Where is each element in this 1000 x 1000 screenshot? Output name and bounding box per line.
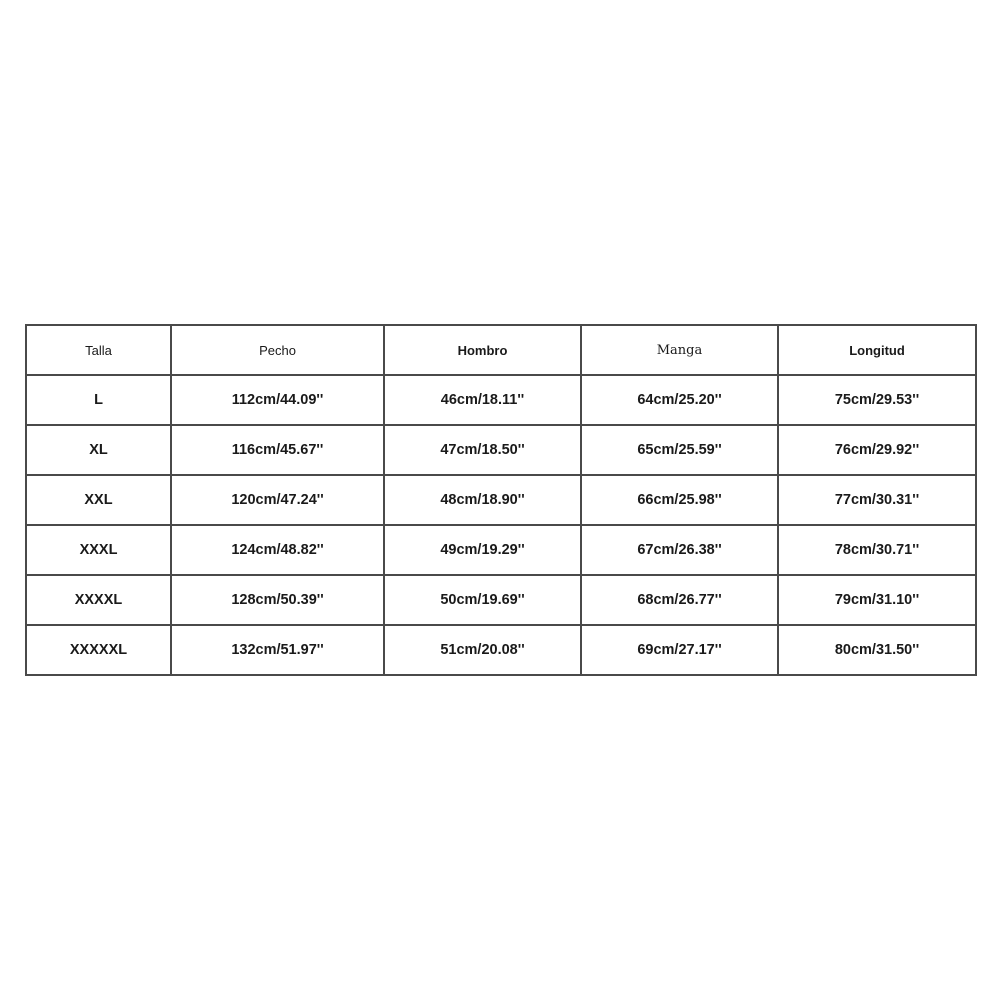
size-chart-table — [25, 324, 977, 676]
hombro-cell: 50cm/19.69'' — [384, 575, 581, 625]
header-hombro: Hombro — [384, 325, 581, 375]
longitud-cell: 80cm/31.50'' — [778, 625, 976, 675]
manga-cell: 66cm/25.98'' — [581, 475, 778, 525]
table-row — [26, 575, 976, 625]
longitud-cell: 75cm/29.53'' — [778, 375, 976, 425]
manga-cell: 65cm/25.59'' — [581, 425, 778, 475]
header-manga: Manga — [581, 325, 778, 375]
manga-cell: 69cm/27.17'' — [581, 625, 778, 675]
hombro-cell: 49cm/19.29'' — [384, 525, 581, 575]
pecho-cell: 112cm/44.09'' — [171, 375, 384, 425]
header-pecho: Pecho — [171, 325, 384, 375]
longitud-cell: 77cm/30.31'' — [778, 475, 976, 525]
pecho-cell: 132cm/51.97'' — [171, 625, 384, 675]
size-cell: XXXXXL — [26, 625, 171, 675]
table-row — [26, 475, 976, 525]
table-row — [26, 525, 976, 575]
longitud-cell: 78cm/30.71'' — [778, 525, 976, 575]
pecho-cell: 116cm/45.67'' — [171, 425, 384, 475]
size-cell: XXL — [26, 475, 171, 525]
header-row — [26, 325, 976, 375]
manga-cell: 64cm/25.20'' — [581, 375, 778, 425]
pecho-cell: 120cm/47.24'' — [171, 475, 384, 525]
hombro-cell: 46cm/18.11'' — [384, 375, 581, 425]
pecho-cell: 128cm/50.39'' — [171, 575, 384, 625]
longitud-cell: 76cm/29.92'' — [778, 425, 976, 475]
longitud-cell: 79cm/31.10'' — [778, 575, 976, 625]
size-cell: XXXL — [26, 525, 171, 575]
header-talla: Talla — [26, 325, 171, 375]
size-cell: L — [26, 375, 171, 425]
size-cell: XXXXL — [26, 575, 171, 625]
hombro-cell: 48cm/18.90'' — [384, 475, 581, 525]
table-row — [26, 375, 976, 425]
table-row — [26, 625, 976, 675]
pecho-cell: 124cm/48.82'' — [171, 525, 384, 575]
manga-cell: 67cm/26.38'' — [581, 525, 778, 575]
hombro-cell: 51cm/20.08'' — [384, 625, 581, 675]
table-row — [26, 425, 976, 475]
manga-cell: 68cm/26.77'' — [581, 575, 778, 625]
hombro-cell: 47cm/18.50'' — [384, 425, 581, 475]
header-longitud: Longitud — [778, 325, 976, 375]
size-cell: XL — [26, 425, 171, 475]
